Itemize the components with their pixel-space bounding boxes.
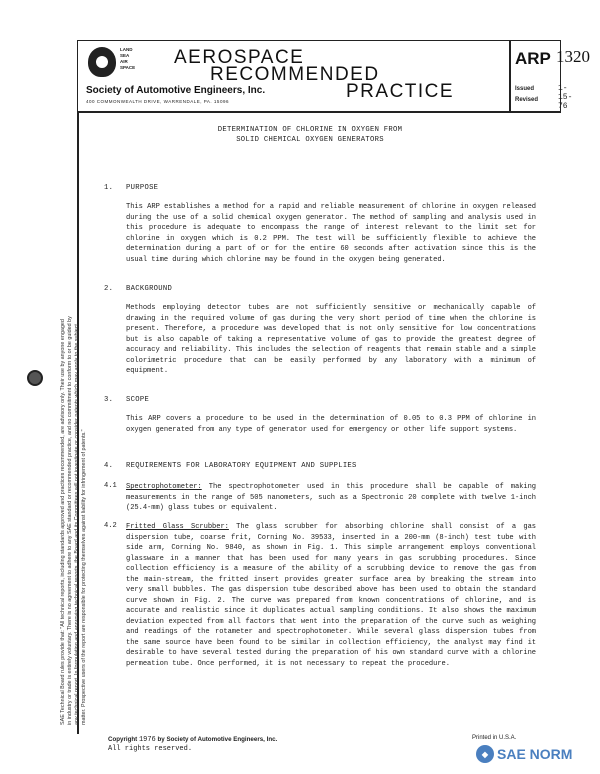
issued-label: Issued bbox=[515, 86, 535, 92]
subsection-number-4-2: 4.2 bbox=[104, 522, 117, 530]
document-title-line1: DETERMINATION OF CHLORINE IN OXYGEN FROM bbox=[217, 126, 403, 134]
document-title-line2: SOLID CHEMICAL OXYGEN GENERATORS bbox=[236, 136, 384, 144]
sae-logo-icon bbox=[88, 47, 116, 77]
org-name: Society of Automotive Engineers, Inc. bbox=[86, 85, 266, 96]
legal-disclaimer: SAE Technical Board rules provide that: "All technical reports, including standards approved and practices recommended, are advisory only. Their use by anyone engaged in industry or trade is entirely voluntary. There is no agreement to adhere to any SAE standard or recommended practice, and no commitment to conform to or be guided by any technical report. In formulating and approving technical reports, the Board and its Committees will not investigate or consider patents which may apply to the subject matter. Prospective users of the report are responsible for protecting themselves against liability for infringement of patents." bbox=[60, 316, 87, 725]
arp-label: ARP bbox=[515, 49, 551, 68]
issued-date: 1-15-76 bbox=[558, 84, 573, 111]
document-page: LAND SEA AIR SPACE AEROSPACE RECOMMENDED PRACTICE Society of Automotive Engineers, Inc. 400 COMMONWEALTH DRIVE, WARRENDALE, PA. 15096 ARP 1320 Issued 1-15-76 Revised SAE Technical Board rules provide that: "All technical reports, including standards approved and practices recommended, are advisory only. Their use by anyone engaged in industry or trade is entirely voluntary. There is no agreement to adhere to any SAE standard or recommended practice, and no commitment to conform to or be guided by any technical report. In formulating and approving technical reports, the Board and its Committees will not investigate or consider patents which may apply to the subject matter. Prospective users of the report are responsible for protecting themselves against liability for infringement of patents." DETERMINATION OF CHLORINE IN OXYGEN FROM SOLID CHEMICAL OXYGEN GENERATORS 1. PURPOSE This ARP establishes a method for a rapid and reliable measurement of chlorine in oxygen released during the use of a solid chemical oxygen generator. The method of sampling and analysis used in this procedure is adequate to encompass the range of interest relevant to the limit set for chlorine in oxygen which is 0.2 PPM. The test will be sufficiently flexible to achieve the determination during a part of or for the entire 60 seconds after activation since this is the usual time during which chlorine may be found in the oxygen being generated. 2. BACKGROUND Methods employing detector tubes are not sufficiently sensitive or mechanically capable of drawing in the required volume of gas during the very short period of time when the chlorine is present. Therefore, a procedure was developed that is not only sensitive for low concentrations but is also capable of taking a representative volume of gas to provide the greatest degree of accuracy and reliability. This includes the selection of reagents that remain stable and a simple colorimetric procedure that can be easily performed by any laboratory with a minimum of equipment. 3. SCOPE This ARP covers a procedure to be used in the determination of 0.05 to 0.3 PPM of chlorine in oxygen generated from any type of generator used for emergency or other life support systems. 4. REQUIREMENTS FOR LABORATORY EQUIPMENT AND SUPPLIES 4.1 Spectrophotometer: The spectrophotometer used in this procedure shall be capable of making measurements in the range of 505 nanometers, such as a Spectronic 20 complete with twelve 1-inch (25.4-mm) glass tubes or equivalent. 4.2 Fritted Glass Scrubber: The glass scrubber for absorbing chlorine shall consist of a gas dispersion tube, coarse frit, Corning No. 39533, inserted in a 200-mm (8-inch) test tube with side arm, Corning No. 9840, as shown in Fig. 1. This simple arrangement employs conventional glassware in a manner that has been used for many years in gas scrubbing procedures. Since collection efficiency is a measure of the ability of a scrubbing device to remove the gas from the main-stream, the fritted insert provides greater surface area by breaking the stream into very small bubbles. The gas dispersion tube described above has been used to obtain the standard curve shown in Fig. 2. The curve was prepared from known concentrations of chlorine, and is accurate and realistic since it duplicates actual sampling conditions. It also shows the maximum deviation expected from all factors that went into the preparation of the curve such as weighing and readings of the rotameter and spectrophotometer. While several glass dispersion tubes from the same source have been found to be similar in collection efficiency, the analyst may find it desirable to have several tested during the preparation of his own standard curve with a chlorine permeation tube. Once performed, it is not necessary to repeat the procedure. Copyright 1976 by Society of Automotive Engineers, Inc. All rights reserved. Printed in U.S.A. ◆ SAE NORM bbox=[0, 0, 600, 774]
copyright-notice: Copyright 1976 by Society of Automotive Engineers, Inc. All rights reserved. bbox=[108, 736, 278, 753]
section-text-scope: This ARP covers a procedure to be used in the determination of 0.05 to 0.3 PPM of chlorine in oxygen generated from any type of generator used for emergency or other life support systems. bbox=[126, 415, 536, 434]
document-header bbox=[77, 40, 590, 112]
section-text-background: Methods employing detector tubes are not sufficiently sensitive or mechanically capable of drawing in the required volume of gas during the very short period of time when the chlorine is present. Therefore, a procedure was developed that is not only sensitive for low concentrations but is also capable of taking a representative volume of gas to provide the greatest degree of accuracy and reliability. This includes the selection of reagents that remain stable and a simple colorimetric procedure that can be easily performed by any laboratory with a minimum of equipment. bbox=[126, 304, 536, 375]
watermark-logo-icon: ◆ bbox=[476, 745, 494, 763]
section-text-purpose: This ARP establishes a method for a rapid and reliable measurement of chlorine in oxygen released during the use of a solid chemical oxygen generator. The method of sampling and analysis used in this procedure is adequate to encompass the range of interest relevant to the limit set for chlorine in oxygen which is 0.2 PPM. The test will be sufficiently flexible to achieve the determination during a part of or for the entire 60 seconds after activation since this is the usual time during which chlorine may be found in the oxygen being generated. bbox=[126, 203, 536, 264]
arp-number: 1320 bbox=[556, 47, 590, 66]
logo-caption: LAND SEA AIR SPACE bbox=[120, 47, 136, 70]
org-address: 400 COMMONWEALTH DRIVE, WARRENDALE, PA. 15096 bbox=[86, 99, 229, 104]
header-title-recommended: RECOMMENDED bbox=[210, 64, 380, 85]
subsection-text-fritted-glass-scrubber: Fritted Glass Scrubber: The glass scrubber for absorbing chlorine shall consist of a gas dispersion tube, coarse frit, Corning No. 39533, inserted in a 200-mm (8-inch) test tube with side arm, Corning No. 9840, as shown in Fig. 1. This simple arrangement employs conventional glassware in a manner that has been used for many years in gas scrubbing procedures. Since collection efficiency is a measure of the ability of a scrubbing device to remove the gas from the main-stream, the fritted insert provides greater surface area by breaking the stream into very small bubbles. The gas dispersion tube described above has been used to obtain the standard curve shown in Fig. 2. The curve was prepared from known concentrations of chlorine, and is accurate and realistic since it duplicates actual sampling conditions. It also shows the maximum deviation expected from all factors that went into the preparation of the curve such as weighing and readings of the rotameter and spectrophotometer. While several glass dispersion tubes from the same source have been found to be similar in collection efficiency, the analyst may find it desirable to have several tested during the preparation of his own standard curve with a chlorine permeation tube. Once performed, it is not necessary to repeat the procedure. bbox=[126, 523, 537, 668]
revised-label: Revised bbox=[515, 97, 539, 103]
subsection-number-4-1: 4.1 bbox=[104, 482, 117, 490]
subsection-text-spectrophotometer: Spectrophotometer: The spectrophotometer used in this procedure shall be capable of making measurements in the range of 505 nanometers, such as a Spectronic 20 complete with twelve 1-inch (25.4-mm) glass tubes or equivalent. bbox=[126, 483, 536, 512]
header-title-aerospace: AEROSPACE bbox=[174, 47, 305, 68]
header-title-practice: PRACTICE bbox=[346, 81, 455, 102]
seal-stamp-icon bbox=[27, 370, 43, 386]
header-divider bbox=[509, 41, 511, 111]
printed-in: Printed in U.S.A. bbox=[472, 735, 517, 741]
header-bottom-rule bbox=[77, 112, 561, 113]
watermark: ◆ SAE NORM bbox=[476, 745, 572, 763]
